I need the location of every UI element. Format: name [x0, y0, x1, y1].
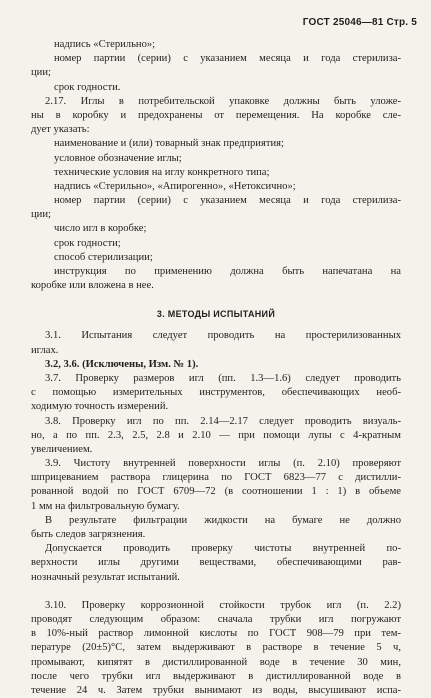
text-line: с помощью измерительных инструментов, обеспечивающих необ- — [31, 387, 401, 399]
section-2-text — [31, 38, 401, 293]
text-line: 3.9. Чистоту внутренней поверхности иглы (п. 2.10) проверяют — [45, 458, 401, 470]
text-line: промывают, кипятят в дистиллированной воде в течение 30 мин, — [31, 656, 401, 668]
text-line: срок годности; — [54, 237, 121, 249]
text-line: но, а по пп. 2.3, 2.5, 2.8 и 2.10 — при помощи лупы с 4-кратным — [31, 429, 401, 441]
page-header: ГОСТ 25046—81 Стр. 5 — [302, 17, 417, 28]
text-line: надпись «Стерильно», «Апирогенно», «Нетоксично»; — [54, 180, 296, 192]
text-line: 3.10. Проверку коррозионной стойкости трубок игл (п. 2.2) — [45, 599, 401, 611]
text-line: шприцеванием раствора глицерина по ГОСТ 6823—77 с дистилли- — [31, 472, 401, 484]
text-line: 3.8. Проверку игл по пп. 2.14—2.17 следует проводить визуаль- — [45, 415, 401, 427]
text-line: 3.7. Проверку размеров игл (пп. 1.3—1.6) следует проводить — [45, 372, 401, 384]
text-line: ции; — [31, 67, 51, 79]
text-line: наименование и (или) товарный знак предприятия; — [54, 138, 284, 150]
text-line: дует указать: — [31, 124, 90, 136]
text-line — [31, 585, 401, 599]
text-line: условное обозначение иглы; — [54, 152, 182, 164]
text-line: после чего трубки игл выдерживают в дистиллированной воде в — [31, 670, 401, 682]
text-line: 1 мм на фильтровальную бумагу. — [31, 500, 180, 512]
text-line: инструкция по применению должна быть напечатана на — [54, 266, 401, 277]
text-line: иглах. — [31, 344, 59, 356]
section-3-text — [31, 329, 401, 698]
text-line: 3.1. Испытания следует проводить на простерилизованных — [45, 330, 401, 342]
text-line: номер партии (серии) с указанием месяца и года стерилиза- — [54, 195, 401, 207]
text-line: 2.17. Иглы в потребительской упаковке должны быть уложе- — [45, 95, 401, 107]
text-line: течение 24 ч. Затем трубки вынимают из воды, высушивают испа- — [31, 684, 401, 696]
text-line: быть следов загрязнения. — [31, 529, 146, 540]
text-line: коробке или вложена в нее. — [31, 280, 154, 292]
text-line: В результате фильтрации жидкости на бумаге не должно — [45, 514, 401, 526]
text-line: нозначный результат испытаний. — [31, 571, 180, 583]
document-body — [31, 38, 401, 698]
text-line: 3.2, 3.6. (Исключены, Изм. № 1). — [45, 358, 199, 370]
text-line: увеличением. — [31, 443, 93, 455]
text-line: в 10%-ный раствор лимонной кислоты по ГОСТ 908—79 при тем- — [31, 628, 401, 640]
text-line: способ стерилизации; — [54, 251, 153, 263]
text-line: Допускается проводить проверку чистоты внутренней по- — [45, 543, 401, 555]
section-heading: 3. МЕТОДЫ ИСПЫТАНИЙ — [156, 309, 276, 320]
text-line: проводят следующим образом: сначала трубки игл погружают — [31, 613, 401, 625]
text-line: номер партии (серии) с указанием месяца и года стерилиза- — [54, 53, 401, 65]
text-line: ции; — [31, 209, 51, 221]
text-line: ходимую точность измерений. — [31, 401, 169, 413]
text-line: рованной водой по ГОСТ 6709—72 (в соотношении 1 : 1) в объеме — [31, 486, 401, 498]
text-line: верхности иглы другими веществами, обеспечивающими рав- — [31, 557, 401, 569]
text-line: срок годности. — [54, 81, 121, 93]
text-line: надпись «Стерильно»; — [54, 39, 156, 50]
text-line: число игл в коробке; — [54, 223, 147, 235]
text-line: пературе (20±5)°С, затем выдерживают в растворе в течение 5 ч, — [31, 642, 401, 654]
text-line: ны в коробку и предохранены от перемещения. На коробке сле- — [31, 109, 401, 121]
text-line: технические условия на иглу конкретного типа; — [54, 166, 270, 178]
